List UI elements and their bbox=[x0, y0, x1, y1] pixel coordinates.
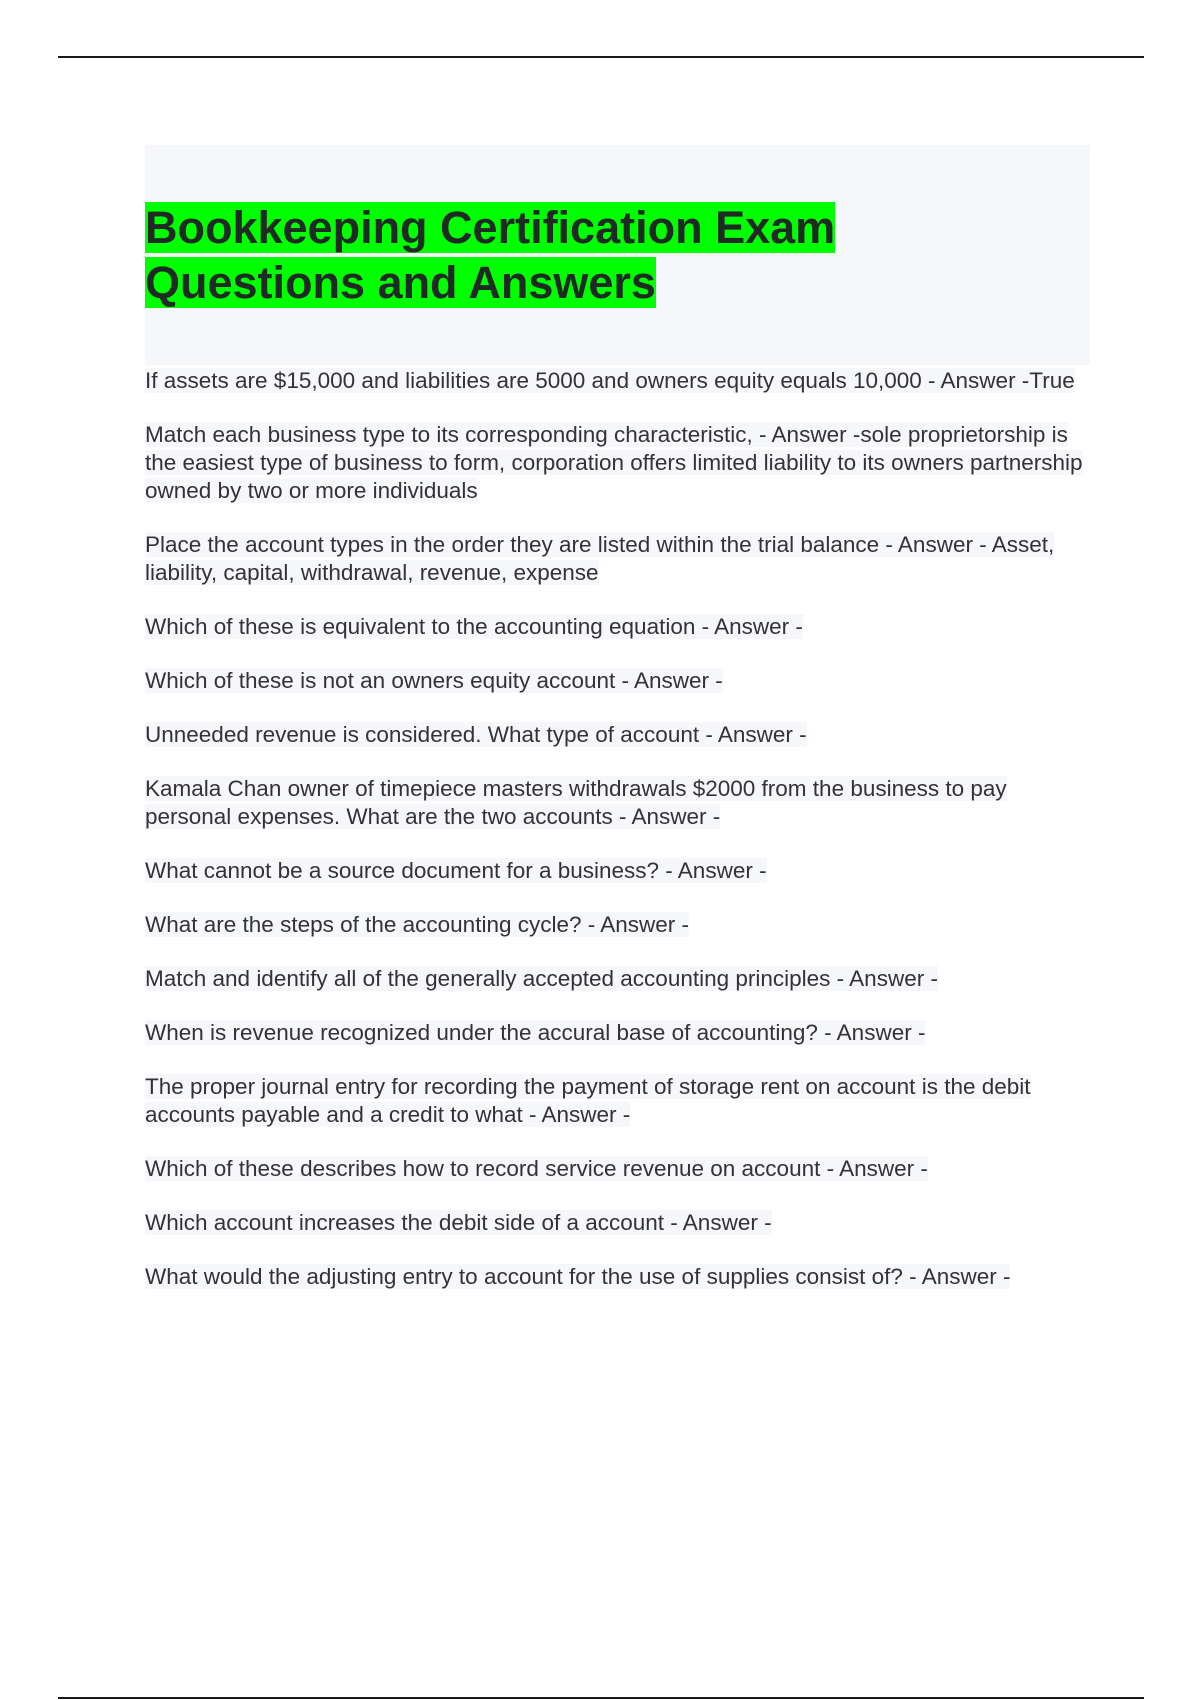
qa-item-2 bbox=[145, 421, 1095, 505]
qa-item-6 bbox=[145, 721, 1095, 749]
qa-item-8 bbox=[145, 857, 1095, 885]
qa-item-12 bbox=[145, 1073, 1095, 1129]
qa-item-11 bbox=[145, 1019, 1095, 1047]
qa-item-4 bbox=[145, 613, 1095, 641]
qa-item-9 bbox=[145, 911, 1095, 939]
qa-item-9-text: What are the steps of the accounting cycle? - Answer - bbox=[145, 912, 690, 937]
qa-item-2-text: Match each business type to its corresponding characteristic, - Answer -sole proprietorship is the easiest type of business to form, corporation offers limited liability to its owners partnership owned by two or more individuals bbox=[145, 422, 1083, 503]
document-title bbox=[145, 200, 905, 310]
qa-item-7-text: Kamala Chan owner of timepiece masters withdrawals $2000 from the business to pay personal expenses. What are the two accounts - Answer - bbox=[145, 776, 1007, 829]
qa-item-3 bbox=[145, 531, 1095, 587]
qa-item-6-text: Unneeded revenue is considered. What type of account - Answer - bbox=[145, 722, 807, 747]
question-answer-list bbox=[145, 367, 1095, 1317]
qa-item-8-text: What cannot be a source document for a business? - Answer - bbox=[145, 858, 767, 883]
qa-item-10 bbox=[145, 965, 1095, 993]
qa-item-1-text: If assets are $15,000 and liabilities are 5000 and owners equity equals 10,000 - Answer -True bbox=[145, 368, 1075, 393]
qa-item-10-text: Match and identify all of the generally accepted accounting principles - Answer - bbox=[145, 966, 938, 991]
qa-item-14 bbox=[145, 1209, 1095, 1237]
qa-item-3-text: Place the account types in the order they are listed within the trial balance - Answer - Asset, liability, capital, withdrawal, revenue, expense bbox=[145, 532, 1055, 585]
qa-item-15-text: What would the adjusting entry to account for the use of supplies consist of? - Answer - bbox=[145, 1264, 1011, 1289]
qa-item-7 bbox=[145, 775, 1095, 831]
top-rule bbox=[58, 56, 1144, 58]
qa-item-15 bbox=[145, 1263, 1095, 1291]
qa-item-14-text: Which account increases the debit side of a account - Answer - bbox=[145, 1210, 772, 1235]
qa-item-13 bbox=[145, 1155, 1095, 1183]
document-title-text: Bookkeeping Certification Exam Questions and Answers bbox=[145, 202, 836, 308]
qa-item-4-text: Which of these is equivalent to the accounting equation - Answer - bbox=[145, 614, 803, 639]
qa-item-12-text: The proper journal entry for recording the payment of storage rent on account is the debit accounts payable and a credit to what - Answer - bbox=[145, 1074, 1031, 1127]
qa-item-13-text: Which of these describes how to record service revenue on account - Answer - bbox=[145, 1156, 928, 1181]
qa-item-1 bbox=[145, 367, 1095, 395]
qa-item-5-text: Which of these is not an owners equity account - Answer - bbox=[145, 668, 723, 693]
qa-item-11-text: When is revenue recognized under the accural base of accounting? - Answer - bbox=[145, 1020, 926, 1045]
bottom-rule bbox=[58, 1697, 1144, 1699]
qa-item-5 bbox=[145, 667, 1095, 695]
